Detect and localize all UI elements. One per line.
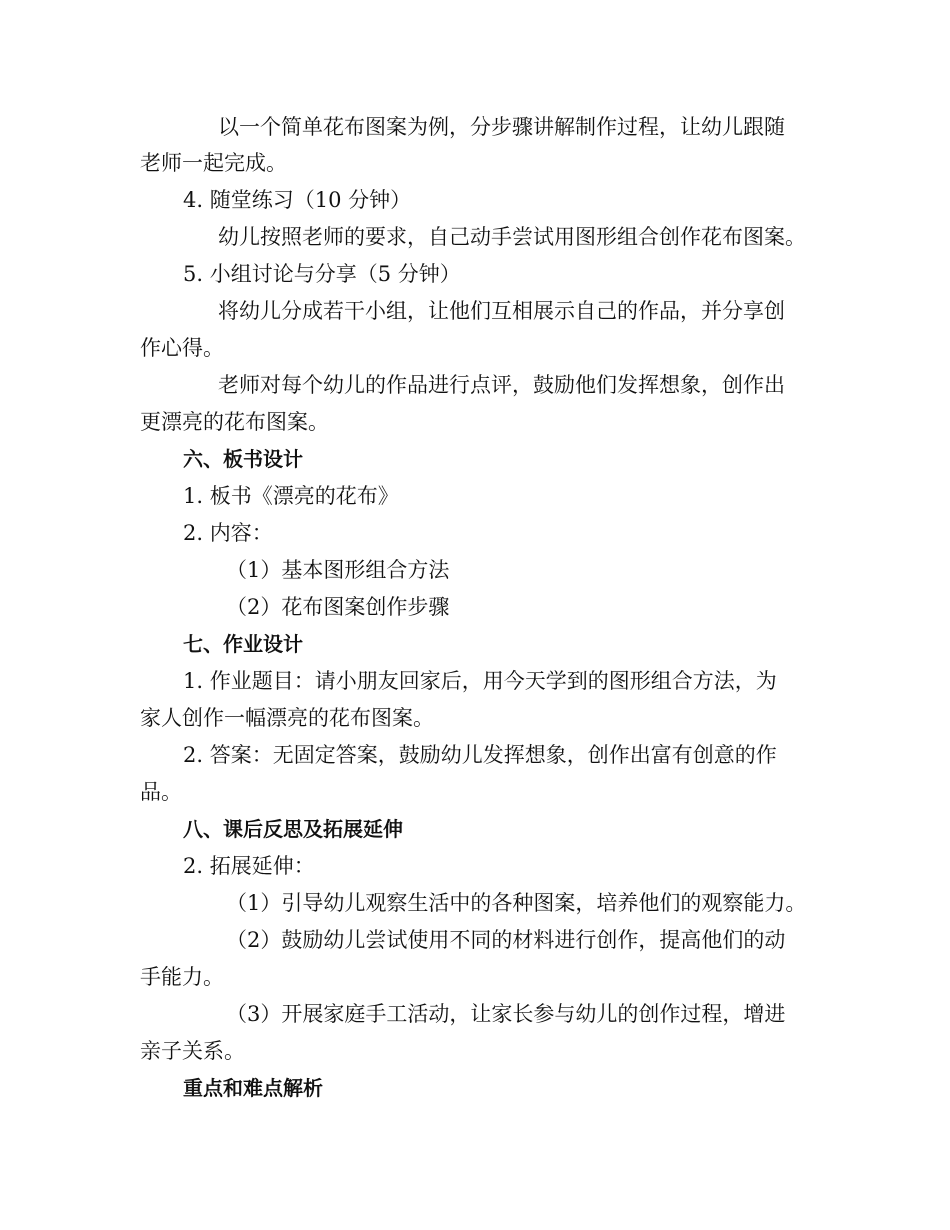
paragraph-line: 将幼儿分成若干小组，让他们互相展示自己的作品，并分享创	[218, 299, 785, 323]
numbered-item: 2. 答案：无固定答案，鼓励幼儿发挥想象，创作出富有创意的作	[183, 743, 777, 767]
numbered-item: 2. 拓展延伸：	[183, 854, 315, 878]
numbered-item: 2. 内容：	[183, 521, 273, 545]
sub-item: （1）基本图形组合方法	[226, 558, 450, 582]
sub-item: （3）开展家庭手工活动，让家长参与幼儿的创作过程，增进	[226, 1002, 786, 1026]
paragraph-line: 品。	[140, 780, 182, 804]
sub-item: （2）花布图案创作步骤	[226, 595, 450, 619]
numbered-item: 4. 随堂练习（10 分钟）	[183, 188, 412, 212]
sub-item: （1）引导幼儿观察生活中的各种图案，培养他们的观察能力。	[226, 891, 807, 915]
paragraph-line: 亲子关系。	[140, 1039, 245, 1063]
paragraph-line: 手能力。	[140, 965, 224, 989]
numbered-item: 1. 板书《漂亮的花布》	[183, 484, 399, 508]
paragraph-line: 更漂亮的花布图案。	[140, 410, 329, 434]
numbered-item: 1. 作业题目：请小朋友回家后，用今天学到的图形组合方法，为	[183, 669, 777, 693]
paragraph-line: 老师对每个幼儿的作品进行点评，鼓励他们发挥想象，创作出	[218, 373, 785, 397]
section-heading: 七、作业设计	[183, 632, 303, 656]
numbered-item: 5. 小组讨论与分享（5 分钟）	[183, 262, 461, 286]
paragraph-line: 老师一起完成。	[140, 151, 287, 175]
paragraph-line: 以一个简单花布图案为例，分步骤讲解制作过程，让幼儿跟随	[218, 115, 785, 139]
section-heading: 六、板书设计	[183, 447, 303, 471]
sub-item: （2）鼓励幼儿尝试使用不同的材料进行创作，提高他们的动	[226, 928, 786, 952]
section-heading: 重点和难点解析	[183, 1076, 323, 1100]
paragraph-line: 幼儿按照老师的要求，自己动手尝试用图形组合创作花布图案。	[218, 225, 806, 249]
paragraph-line: 作心得。	[140, 336, 224, 360]
paragraph-line: 家人创作一幅漂亮的花布图案。	[140, 706, 434, 730]
section-heading: 八、课后反思及拓展延伸	[183, 817, 403, 841]
